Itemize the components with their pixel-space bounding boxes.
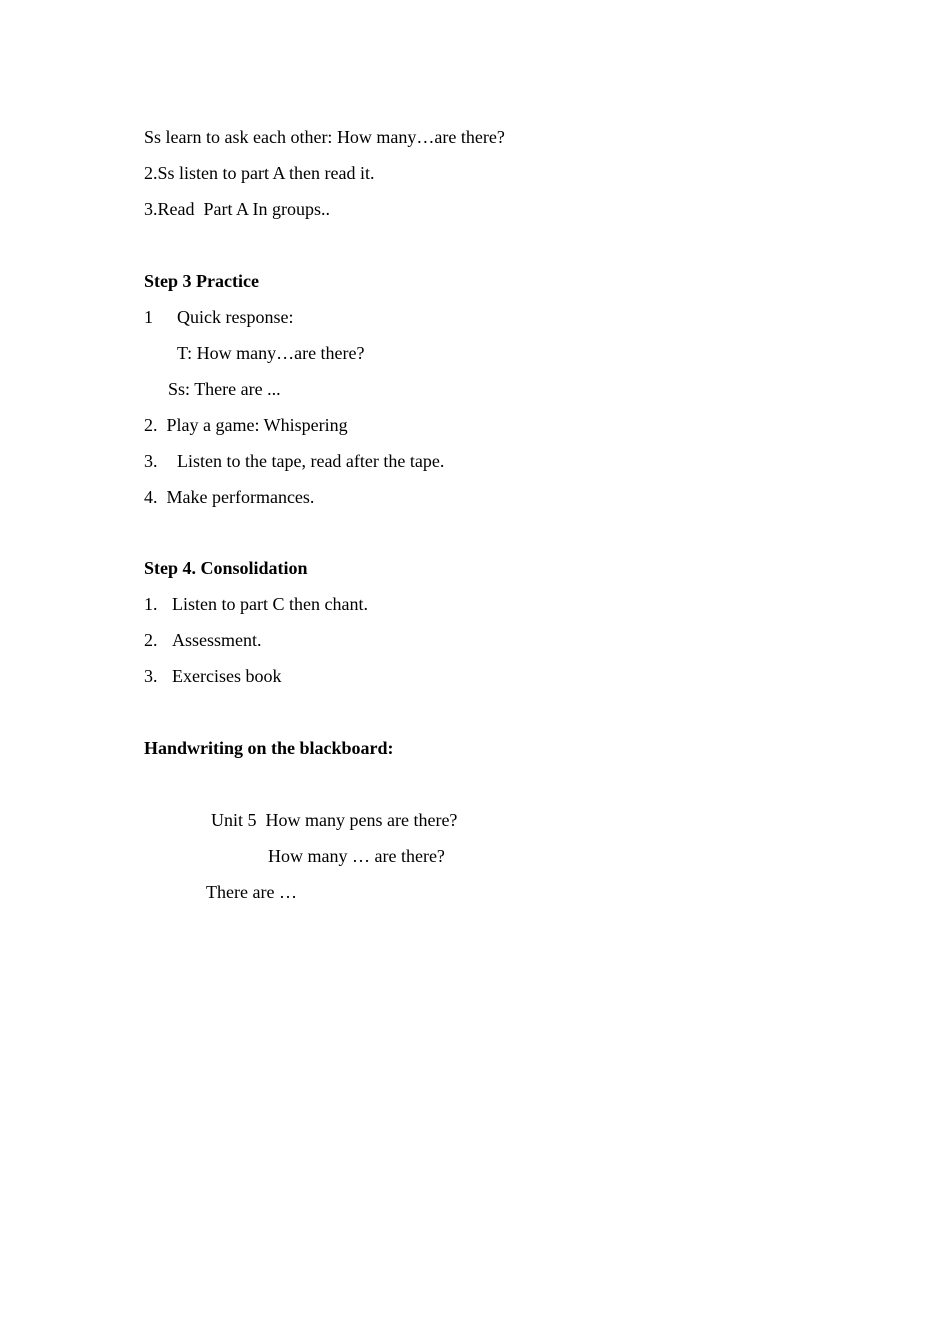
step3-item3-text: Listen to the tape, read after the tape. — [177, 451, 445, 471]
blackboard-question-pattern: How many … are there? — [268, 846, 445, 866]
step3-item3-number: 3. — [144, 451, 158, 471]
blackboard-answer-pattern: There are … — [206, 882, 297, 902]
step4-item3-number: 3. — [144, 666, 158, 686]
step3-heading: Step 3 Practice — [144, 271, 259, 291]
step4-heading: Step 4. Consolidation — [144, 558, 308, 578]
step4-item1-number: 1. — [144, 594, 158, 614]
step3-students-line: Ss: There are ... — [168, 379, 281, 399]
step3-item1-text: Quick response: — [177, 307, 294, 327]
blackboard-unit-title: Unit 5 How many pens are there? — [211, 810, 458, 830]
blackboard-heading: Handwriting on the blackboard: — [144, 738, 394, 758]
intro-line-listen: 2.Ss listen to part A then read it. — [144, 163, 375, 183]
step4-item2-text: Assessment. — [172, 630, 262, 650]
step4-item1-text: Listen to part C then chant. — [172, 594, 368, 614]
step4-item3-text: Exercises book — [172, 666, 282, 686]
step4-item2-number: 2. — [144, 630, 158, 650]
intro-line-ask: Ss learn to ask each other: How many…are there? — [144, 127, 505, 147]
step3-item4: 4. Make performances. — [144, 487, 315, 507]
step3-teacher-line: T: How many…are there? — [177, 343, 365, 363]
step3-item2: 2. Play a game: Whispering — [144, 415, 348, 435]
intro-line-read: 3.Read Part A In groups.. — [144, 199, 330, 219]
step3-item1-number: 1 — [144, 307, 153, 327]
